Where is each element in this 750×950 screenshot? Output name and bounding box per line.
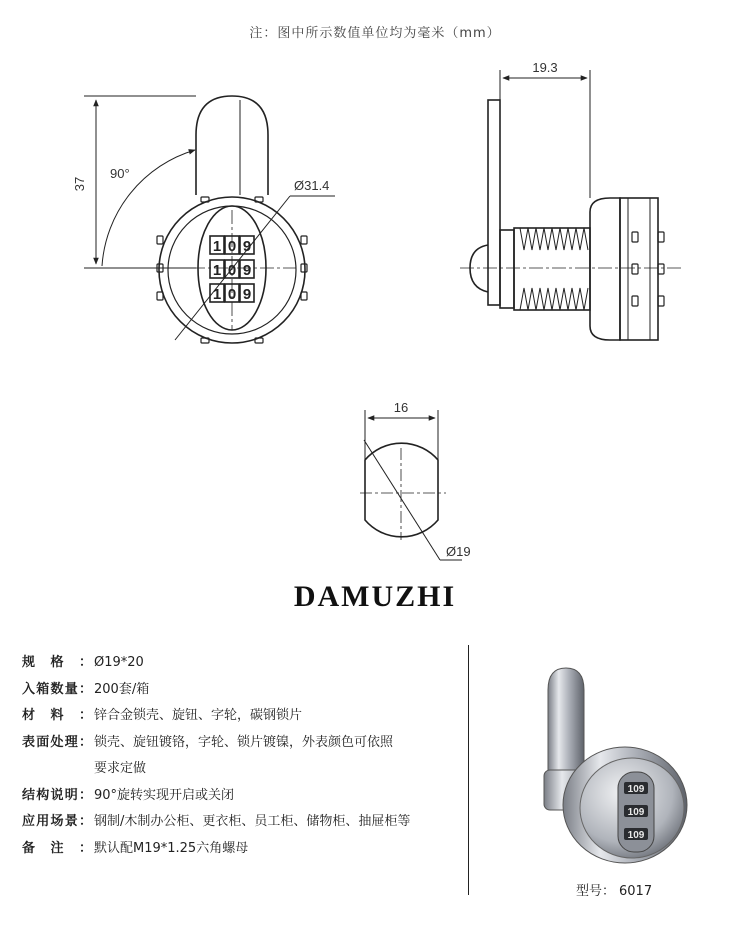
spec-value: 200套/箱 xyxy=(94,681,150,697)
spec-label: 备注： xyxy=(22,840,92,856)
spec-row xyxy=(22,703,462,730)
height-label: 37 xyxy=(72,176,87,192)
model-number xyxy=(576,880,652,899)
dial-digit: 1 xyxy=(212,286,222,303)
spec-label: 入箱数量： xyxy=(22,681,92,697)
dial-digit: 9 xyxy=(242,262,252,279)
spec-label: 结构说明： xyxy=(22,787,92,803)
spec-value: Ø19*20 xyxy=(94,655,144,670)
spec-value: 钢制/木制办公柜、更衣柜、员工柜、储物柜、抽屉柜等 xyxy=(94,814,411,829)
spec-value: 要求定做 xyxy=(94,761,147,776)
spec-row xyxy=(22,650,462,677)
spec-label xyxy=(22,756,92,783)
product-photo xyxy=(520,660,700,875)
divider xyxy=(468,645,469,895)
section-dimensions xyxy=(365,410,438,460)
model-value: 6017 xyxy=(619,884,653,899)
spec-value: 锌合金锁壳、旋钮、字轮，碳钢锁片 xyxy=(94,708,303,723)
side-view xyxy=(460,100,682,340)
dial-wheels xyxy=(210,236,254,303)
spec-row xyxy=(22,677,462,704)
spec-label: 材料： xyxy=(22,708,92,723)
model-label: 型号： xyxy=(576,884,616,899)
width-label: 16 xyxy=(393,400,409,415)
spec-row xyxy=(22,809,462,836)
front-dimensions xyxy=(84,96,196,268)
dial-digit: 0 xyxy=(227,262,237,279)
spec-value: 锁壳、旋钮镀铬，字轮、锁片镀镍，外表颜色可依照 xyxy=(94,734,394,750)
spec-value: 默认配M19*1.25六角螺母 xyxy=(94,840,249,856)
diameter-body-label: Ø31.4 xyxy=(294,178,330,193)
spec-list xyxy=(22,650,462,862)
unit-note: 注：图中所示数值单位均为毫米（mm） xyxy=(249,26,501,41)
brand-logo: DAMUZHI xyxy=(293,580,457,613)
dial-digit: 9 xyxy=(242,286,252,303)
spec-label: 规格： xyxy=(22,655,92,670)
dial-digit: 0 xyxy=(227,286,237,303)
photo-dial-1: 109 xyxy=(627,784,645,795)
length-label: 19.3 xyxy=(532,60,558,75)
dial-digit: 1 xyxy=(212,262,222,279)
spec-row xyxy=(22,836,462,863)
spec-label: 应用场景： xyxy=(22,814,92,829)
dial-digit: 1 xyxy=(212,238,222,255)
side-dimensions xyxy=(500,70,590,198)
angle-label: 90° xyxy=(110,166,130,181)
front-view xyxy=(157,96,335,343)
dial-digit: 0 xyxy=(227,238,237,255)
spec-row xyxy=(22,730,462,757)
spec-label: 表面处理： xyxy=(22,734,92,750)
photo-dial-2: 109 xyxy=(627,807,645,818)
spec-row xyxy=(22,756,462,783)
dial-digit: 9 xyxy=(242,238,252,255)
section-view xyxy=(360,440,462,560)
spec-row xyxy=(22,783,462,810)
spec-value: 90°旋转实现开启或关闭 xyxy=(94,787,235,803)
diameter-thread-label: Ø19 xyxy=(446,544,471,559)
photo-dial-3: 109 xyxy=(627,830,645,841)
